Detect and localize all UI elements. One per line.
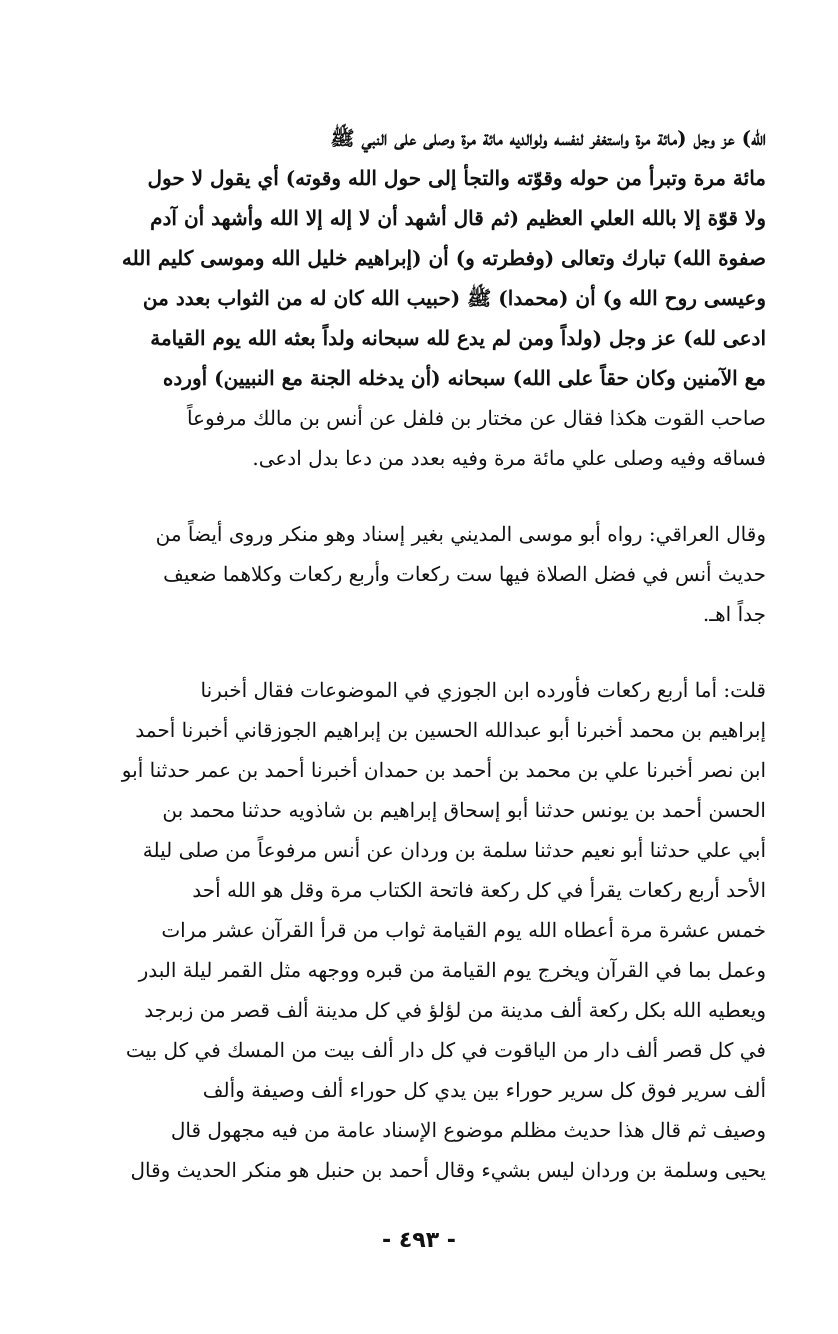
paragraph-1 [78, 118, 766, 478]
text-line: يحيى وسلمة بن وردان ليس بشيء وقال أحمد بن حنبل هو منكر الحديث وقال [130, 1158, 766, 1182]
text-line: وعيسى روح الله و) أن (محمدا) ﷺ (حبيب الله كان له من الثواب بعدد من [142, 286, 766, 310]
text-line: وعمل بما في القرآن ويخرج يوم القيامة من قبره ووجهه مثل القمر ليلة البدر [138, 958, 766, 982]
text-line: أبي علي حدثنا أبو نعيم حدثنا سلمة بن وردان عن أنس مرفوعاً من صلى ليلة [142, 838, 766, 862]
page-body [78, 118, 766, 1190]
text-line: في كل قصر ألف دار من الياقوت في كل دار ألف بيت من المسك في كل بيت [125, 1038, 766, 1062]
text-line: ويعطيه الله بكل ركعة ألف مدينة من لؤلؤ في كل مدينة ألف قصر من زبرجد [144, 998, 766, 1022]
text-line: الأحد أربع ركعات يقرأ في كل ركعة فاتحة الكتاب مرة وقل هو الله أحد [192, 878, 766, 902]
text-line: الله) عز وجل (مائة مرة واستغفر لنفسه ولوالديه مائة مرة وصلى على النبي ﷺ [330, 126, 766, 150]
text-line: قلت: أما أربع ركعات فأورده ابن الجوزي في الموضوعات فقال أخبرنا [200, 678, 766, 702]
text-line: جداً اهـ. [702, 602, 766, 626]
paragraph-2 [78, 514, 766, 634]
text-line: مع الآمنين وكان حقاً على الله) سبحانه (أن يدخله الجنة مع النبيين) أورده [162, 366, 766, 390]
text-line: صفوة الله) تبارك وتعالى (وفطرته و) أن (إبراهيم خليل الله وموسى كليم الله [121, 246, 766, 270]
text-line: ألف سرير فوق كل سرير حوراء بين يدي كل حوراء ألف وصيفة وألف [202, 1078, 766, 1102]
text-line: خمس عشرة مرة أعطاه الله يوم القيامة ثواب من قرأ القرآن عشر مرات [161, 918, 766, 942]
text-line: حديث أنس في فضل الصلاة فيها ست ركعات وأربع ركعات وكلاهما ضعيف [163, 562, 766, 586]
text-line: ولا قوّة إلا بالله العلي العظيم (ثم قال أشهد أن لا إله إلا الله وأشهد أن آدم [150, 206, 766, 230]
text-line: ابن نصر أخبرنا علي بن محمد بن أحمد بن حمدان أخبرنا أحمد بن عمر حدثنا أبو [121, 758, 766, 782]
text-line: وصيف ثم قال هذا حديث مظلم موضوع الإسناد عامة من فيه مجهول قال [170, 1118, 766, 1142]
text-line: مائة مرة وتبرأ من حوله وقوّته والتجأ إلى حول الله وقوته) أي يقول لا حول [147, 166, 766, 190]
text-line: وقال العراقي: رواه أبو موسى المديني بغير إسناد وهو منكر وروى أيضاً من [155, 522, 766, 546]
text-line: الحسن أحمد بن يونس حدثنا أبو إسحاق إبراهيم بن شاذويه حدثنا محمد بن [162, 798, 766, 822]
text-line: إبراهيم بن محمد أخبرنا أبو عبدالله الحسين بن إبراهيم الجوزقاني أخبرنا أحمد [135, 718, 766, 742]
text-line: ادعى لله) عز وجل (ولداً ومن لم يدع لله سبحانه ولداً بعثه الله يوم القيامة [150, 326, 766, 350]
text-line: فساقه وفيه وصلى علي مائة مرة وفيه بعدد من دعا بدل ادعى. [252, 446, 766, 470]
text-line: صاحب القوت هكذا فقال عن مختار بن فلفل عن أنس بن مالك مرفوعاً [186, 406, 766, 430]
page-number: - ٤٩٣ - [382, 1228, 456, 1253]
paragraph-3 [78, 670, 766, 1190]
